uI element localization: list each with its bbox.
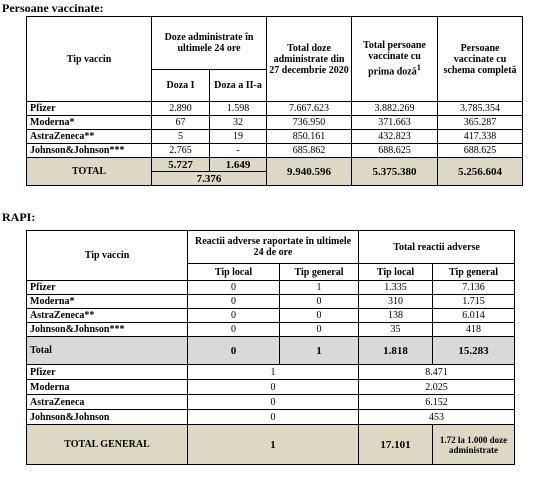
vaccine-name: AstraZeneca** <box>27 130 152 144</box>
local-total: 35 <box>359 323 433 337</box>
header-vaccine-type: Tip vaccin <box>27 17 152 102</box>
complete-scheme: 688.625 <box>438 144 523 158</box>
header-complete-scheme: Persoane vaccinate cu schema completă <box>438 17 523 102</box>
dose-2-24h: - <box>210 144 267 158</box>
rapi-heading: RAPI: <box>2 210 36 224</box>
summary-total: 2.025 <box>359 380 515 395</box>
grand-total-rate: 1.72 la 1.000 doze administrate <box>433 425 515 465</box>
complete-scheme: 365.287 <box>438 116 523 130</box>
rapi-header-total-adverse: Total reactii adverse <box>359 231 515 264</box>
table-row <box>27 130 523 144</box>
total-doses: 850.161 <box>267 130 352 144</box>
summary-24h: 0 <box>188 395 359 410</box>
complete-scheme: 417.338 <box>438 130 523 144</box>
table-row <box>27 144 523 158</box>
local-total: 138 <box>359 309 433 323</box>
table-row <box>27 281 515 295</box>
general-24h: 0 <box>280 323 359 337</box>
general-24h: 0 <box>280 295 359 309</box>
rapi-total-general-24h: 1 <box>280 337 359 365</box>
total-doses-sum: 9.940.596 <box>267 158 352 186</box>
general-total: 1.715 <box>433 295 515 309</box>
total-first-dose: 3.882.269 <box>352 102 438 116</box>
summary-total: 6.152 <box>359 395 515 410</box>
total-dose-2-24h: 1.649 <box>210 158 267 172</box>
rapi-header-adverse-24h: Reactii adverse raportate în ultimele 24 de ore <box>188 231 359 264</box>
vaccinated-table <box>26 16 523 186</box>
total-doses: 736.950 <box>267 116 352 130</box>
total-first-dose: 432.823 <box>352 130 438 144</box>
summary-total: 453 <box>359 410 515 425</box>
general-total: 418 <box>433 323 515 337</box>
grand-total-row <box>27 425 515 465</box>
rapi-header-local-total: Tip local <box>359 264 433 281</box>
summary-24h: 0 <box>188 380 359 395</box>
dose-1-24h: 2.765 <box>152 144 210 158</box>
summary-total: 8.471 <box>359 365 515 380</box>
summary-row <box>27 380 515 395</box>
vaccine-name: Moderna* <box>27 116 152 130</box>
table-row <box>27 323 515 337</box>
vaccine-name: AstraZeneca** <box>27 309 188 323</box>
dose-1-24h: 2.890 <box>152 102 210 116</box>
vaccine-name: Pfizer <box>27 281 188 295</box>
total-label: TOTAL <box>27 158 152 186</box>
footnote-marker: 1 <box>416 63 421 73</box>
rapi-table <box>26 230 515 465</box>
vaccine-name: Moderna* <box>27 295 188 309</box>
summary-row <box>27 365 515 380</box>
summary-vaccine-name: Moderna <box>27 380 188 395</box>
local-24h: 0 <box>188 281 280 295</box>
grand-total-all: 17.101 <box>359 425 433 465</box>
local-total: 310 <box>359 295 433 309</box>
header-doses-24h: Doze administrate în ultimele 24 ore <box>152 17 267 70</box>
general-total: 6.014 <box>433 309 515 323</box>
vaccine-name: Pfizer <box>27 102 152 116</box>
table-row <box>27 116 523 130</box>
total-dose-1-24h: 5.727 <box>152 158 210 172</box>
header-dose-2: Doza a II-a <box>210 70 267 102</box>
complete-scheme: 3.785.354 <box>438 102 523 116</box>
summary-row <box>27 410 515 425</box>
dose-1-24h: 5 <box>152 130 210 144</box>
total-doses: 685.862 <box>267 144 352 158</box>
grand-total-label: TOTAL GENERAL <box>27 425 188 465</box>
rapi-total-local-24h: 0 <box>188 337 280 365</box>
table-row <box>27 102 523 116</box>
vaccine-name: Johnson&Johnson*** <box>27 323 188 337</box>
local-24h: 0 <box>188 309 280 323</box>
summary-24h: 0 <box>188 410 359 425</box>
rapi-header-vaccine-type: Tip vaccin <box>27 231 188 281</box>
rapi-header-local-24h: Tip local <box>188 264 280 281</box>
header-total-first-dose-text: Total persoane vaccinate cu prima doză <box>363 40 426 78</box>
summary-vaccine-name: Johnson&Johnson <box>27 410 188 425</box>
total-complete-sum: 5.256.604 <box>438 158 523 186</box>
rapi-total-general: 15.283 <box>433 337 515 365</box>
local-24h: 0 <box>188 295 280 309</box>
total-first-dose: 371.663 <box>352 116 438 130</box>
dose-2-24h: 19 <box>210 130 267 144</box>
rapi-total-local: 1.818 <box>359 337 433 365</box>
header-dose-1: Doza I <box>152 70 210 102</box>
total-doses: 7.667.623 <box>267 102 352 116</box>
total-doses-24h-sum: 7.376 <box>152 172 267 186</box>
local-24h: 0 <box>188 323 280 337</box>
local-total: 1.335 <box>359 281 433 295</box>
dose-1-24h: 67 <box>152 116 210 130</box>
rapi-header-general-total: Tip general <box>433 264 515 281</box>
rapi-total-label: Total <box>27 337 188 365</box>
table-row <box>27 295 515 309</box>
grand-total-24h: 1 <box>188 425 359 465</box>
dose-2-24h: 1.598 <box>210 102 267 116</box>
vaccinated-heading: Persoane vaccinate: <box>2 1 104 15</box>
rapi-total-row <box>27 337 515 365</box>
summary-row <box>27 395 515 410</box>
rapi-header-general-24h: Tip general <box>280 264 359 281</box>
total-row <box>27 158 523 172</box>
summary-vaccine-name: Pfizer <box>27 365 188 380</box>
summary-vaccine-name: AstraZeneca <box>27 395 188 410</box>
dose-2-24h: 32 <box>210 116 267 130</box>
vaccine-name: Johnson&Johnson*** <box>27 144 152 158</box>
total-first-dose-sum: 5.375.380 <box>352 158 438 186</box>
general-24h: 1 <box>280 281 359 295</box>
total-first-dose: 688.625 <box>352 144 438 158</box>
header-total-doses: Total doze administrate din 27 decembrie 2020 <box>267 17 352 102</box>
table-row <box>27 309 515 323</box>
summary-24h: 1 <box>188 365 359 380</box>
general-total: 7.136 <box>433 281 515 295</box>
general-24h: 0 <box>280 309 359 323</box>
header-total-first-dose <box>352 17 438 102</box>
